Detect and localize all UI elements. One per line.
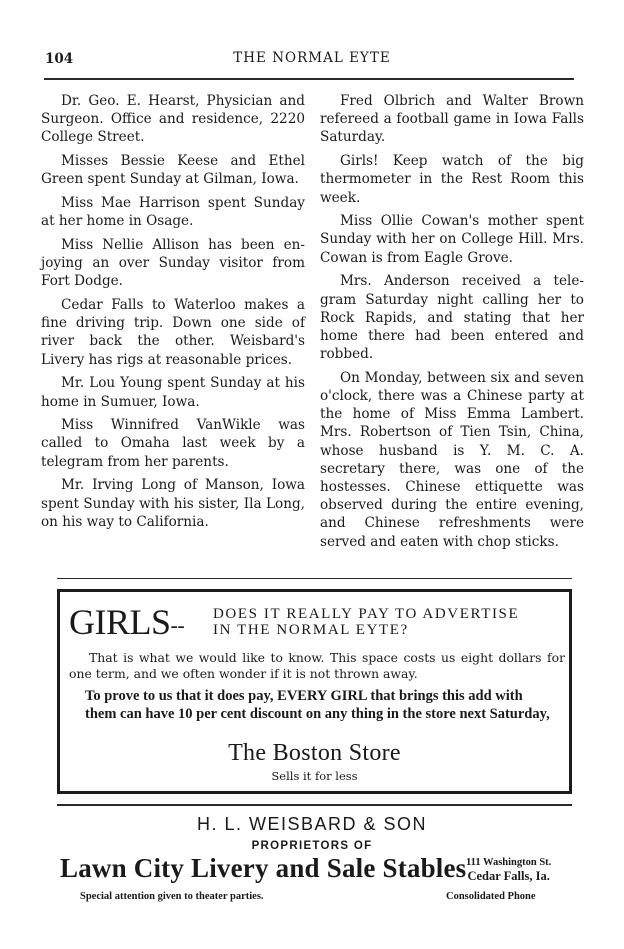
section-rule [57,578,572,579]
special-note: Special attention given to theater parties. [80,891,264,902]
news-item: Mrs. Anderson received a tele-gram Saturday night calling her to Rock Rapids, and stating that her home there had been entered and robbed. [320,273,584,363]
news-item: Miss Ollie Cowan's mother spent Sunday with her on College Hill. Mrs. Cowan is from Eagle Grove. [320,213,584,266]
city-address: Cedar Falls, Ia. [467,869,550,883]
news-item: Mr. Lou Young spent Sunday at his home in Sumuer, Iowa. [41,375,305,410]
question-line: IN THE NORMAL EYTE? [213,621,409,638]
news-item: Fred Olbrich and Walter Brown refereed a football game in Iowa Falls Saturday. [320,93,584,146]
store-slogan: Sells it for less [271,769,358,783]
street-address: 111 Washington St. [466,857,552,868]
news-item: Miss Mae Harrison spent Sunday at her home in Osage. [41,195,305,230]
boston-store-ad [57,589,572,794]
running-title: THE NORMAL EYTE [233,50,391,66]
ad-headline [69,602,184,646]
store-name: The Boston Store [228,740,401,766]
headline-dash: -- [170,612,185,638]
page-number: 104 [45,51,74,67]
business-name: Lawn City Livery and Sale Stables [60,853,467,883]
weisbard-owner: H. L. WEISBARD & SON [196,814,428,834]
news-item: Mr. Irving Long of Manson, Iowa spent Sunday with his sister, Ila Long, on his way to California. [41,477,305,530]
news-item: Girls! Keep watch of the big thermometer in the Rest Room this week. [320,153,584,206]
headline-text: GIRLS [69,602,171,642]
right-column [320,92,584,556]
ad-question [213,607,565,638]
section-rule [57,804,572,806]
ad-intro: That is what we would like to know. This space costs us eight dollars for one term, and we often wonder if it is not thrown away. [69,650,565,681]
ad-offer: To prove to us that it does pay, EVERY GIRL that brings this add with them can have 10 per cent discount on any thing in the store next Saturday, [85,688,550,722]
news-item: Dr. Geo. E. Hearst, Physician and Surgeon. Office and residence, 2220 College Street. [41,93,305,146]
business-address [466,857,551,883]
left-column [41,92,305,536]
news-item: Cedar Falls to Waterloo makes a fine driving trip. Down one side of river back the other. Weisbard's Livery has rigs at reasonable prices. [41,297,305,368]
news-item: Miss Nellie Allison has been en-joying an over Sunday visitor from Fort Dodge. [41,236,305,290]
phone-note: Consolidated Phone [446,891,536,902]
proprietors-label: PROPRIETORS OF [251,840,373,852]
header-rule [44,78,574,80]
news-item: On Monday, between six and seven o'clock, there was a Chinese party at the home of Miss Emma Lambert. Mrs. Robertson of Tien Tsin, China, whose husband is Y. M. C. A. secretary there, was one of the hostesses. Chinese ettiquette was observed during the entire evening, and Chinese refreshments were served and eaten with chop sticks. [320,369,584,550]
question-line: DOES IT REALLY PAY TO ADVERTISE [213,606,520,622]
news-item: Misses Bessie Keese and Ethel Green spent Sunday at Gilman, Iowa. [41,153,305,188]
news-item: Miss Winnifred VanWikle was called to Omaha last week by a telegram from her parents. [41,417,305,470]
